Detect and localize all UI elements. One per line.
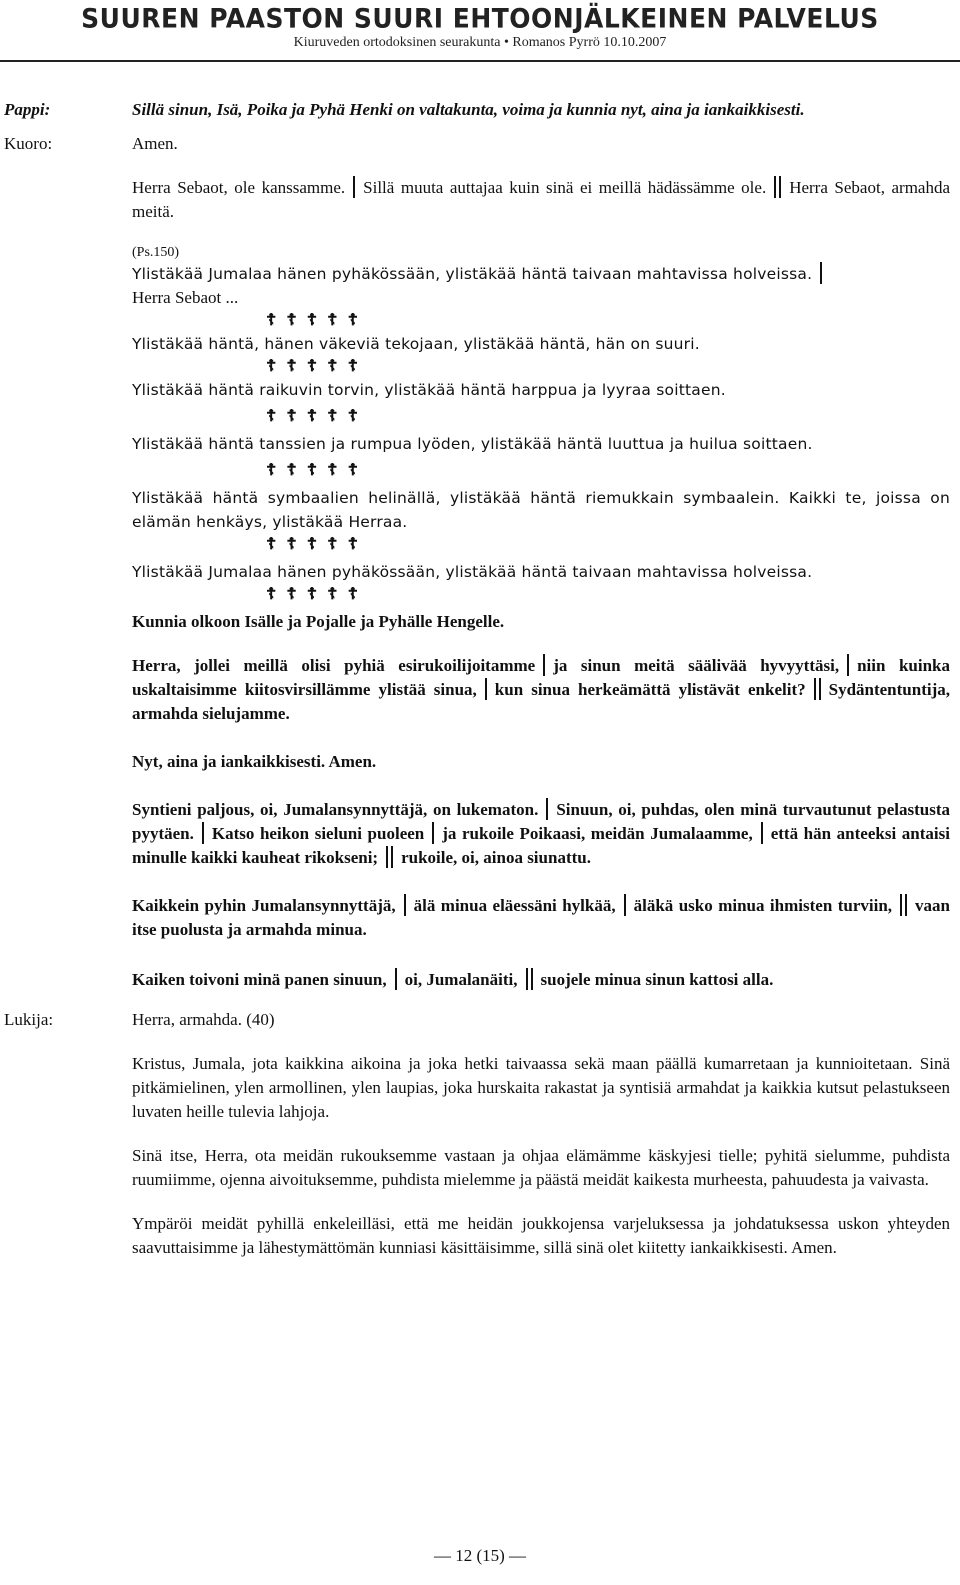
hymn-1-c: niin kuinka uskaltaisimme kiitosvirsillämme ylistää sinua, (132, 656, 950, 699)
verse-double-bar (774, 176, 781, 198)
hymn-2-a: Syntieni paljous, oi, Jumalansynnyttäjä, on lukematon. (132, 800, 539, 819)
verse-bar (820, 262, 822, 284)
pappi-section (0, 98, 960, 122)
verse-bar (202, 822, 204, 844)
psalm-verse-1-text: Ylistäkää Jumalaa hänen pyhäkössään, ylistäkää häntä taivaan mahtavissa holveissa. (132, 265, 813, 283)
verse-bar (546, 798, 548, 820)
lukija-text (132, 1008, 950, 1260)
hymn-3-b: älä minua eläessäni hylkää, (413, 896, 616, 915)
hymn-3-d: vaan itse puolusta ja armahda minua. (132, 896, 951, 939)
verse-bar (395, 968, 397, 990)
verse-bar (353, 176, 355, 198)
hymn-4-a: Kaiken toivoni minä panen sinuun, (132, 970, 387, 989)
cross-row: ☦☦☦☦☦ (266, 408, 368, 425)
hymn-2-b: Sinuun, oi, puhdas, olen minä turvautunut pelastusta pyytäen. (132, 800, 950, 843)
prayer-paragraph-1: Kristus, Jumala, jota kaikkina aikoina ja joka hetki taivaassa sekä maan päällä kumarretaan ja kunnioitetaan. Sinä pitkämielinen, ylen armollinen, ylen laupias, joka hurskaita rakastat ja syntisiä armahdat ja kaikkia kutsut pelastukseen luvaten heille tulevia lahjoja. (132, 1054, 950, 1121)
kuoro-sebaot (132, 176, 950, 224)
verse-double-bar (386, 846, 393, 868)
kuoro-section (0, 132, 960, 310)
hymn-2-c: Katso heikon sieluni puoleen (211, 824, 425, 843)
psalm-verse-2: Ylistäkää häntä, hänen väkeviä tekojaan, ylistäkää häntä, hän on suuri. (132, 335, 700, 353)
psalm-verse-4: Ylistäkää häntä tanssien ja rumpua lyöden, ylistäkää häntä luuttua ja huilua soittaen. (132, 435, 813, 453)
cross-row: ☦☦☦☦☦ (266, 586, 368, 603)
role-lukija: Lukija: (4, 1010, 54, 1029)
herra-armahda: Herra, armahda. (40) (132, 1010, 275, 1029)
psalm-reference: (Ps.150) (132, 245, 180, 260)
verse-double-bar (900, 894, 907, 916)
verse-bar (404, 894, 406, 916)
sebaot-line-1: Herra Sebaot, ole kanssamme. (132, 178, 346, 197)
kuoro-text (132, 132, 950, 310)
cross-row: ☦☦☦☦☦ (266, 536, 368, 553)
psalm-verse-3: Ylistäkää häntä raikuvin torvin, ylistäkää häntä harppua ja lyyraa soittaen. (132, 381, 726, 399)
pappi-text: Sillä sinun, Isä, Poika ja Pyhä Henki on valtakunta, voima ja kunnia nyt, aina ja iankaikkisesti. (132, 100, 805, 119)
hymn-3 (132, 894, 950, 942)
gloria: Kunnia olkoon Isälle ja Pojalle ja Pyhälle Hengelle. (132, 612, 505, 631)
hymn-2-d: ja rukoile Poikaasi, meidän Jumalaamme, (442, 824, 753, 843)
prayer-paragraph-2: Sinä itse, Herra, ota meidän rukouksemme vastaan ja ohjaa elämämme käskyjesi tielle; pyhitä sielumme, puhdista ruumiimme, ojenna aivoituksemme, puhdista mielemme ja päästä meidät kaikesta murheesta, pahuudesta ja vaivasta. (132, 1146, 950, 1189)
psalm-verse-5: Ylistäkää häntä symbaalien helinällä, ylistäkää häntä riemukkain symbaalein. Kaikki te, joissa on elämän henkäys, ylistäkää Herraa. (132, 489, 950, 531)
hymn-1-e: Sydäntentuntija, armahda sielujamme. (132, 680, 950, 723)
page-subtitle: Kiuruveden ortodoksinen seurakunta • Romanos Pyrrö 10.10.2007 (293, 35, 667, 50)
verse-bar (432, 822, 434, 844)
verse-double-bar (814, 678, 821, 700)
verse-bar (761, 822, 763, 844)
verse-bar (624, 894, 626, 916)
hymn-1 (132, 654, 950, 726)
cross-row: ☦☦☦☦☦ (266, 462, 368, 479)
prayer-paragraph-3: Ympäröi meidät pyhillä enkeleilläsi, että me heidän joukkojensa varjeluksessa ja johdatuksessa uskon yhteyden saavuttaisimme ja lähestymättömän kunniasi käsittäisimme, sillä sinä olet kiitetty iankaikkisesti. Amen. (132, 1214, 950, 1257)
kuoro-amen: Amen. (132, 134, 178, 153)
content (0, 98, 960, 1260)
header-divider (0, 60, 960, 62)
hymn-4-b: oi, Jumalanäiti, (404, 970, 518, 989)
verse-double-bar (526, 968, 533, 990)
hymn-1-a: Herra, jollei meillä olisi pyhiä esirukoilijoitamme (132, 656, 536, 675)
page-title: SUUREN PAASTON SUURI EHTOONJÄLKEINEN PALVELUS (81, 3, 879, 34)
hymn-2-f: rukoile, oi, ainoa siunattu. (401, 848, 591, 867)
verse-bar (543, 654, 545, 676)
hymn-3-c: äläkä usko minua ihmisten turviin, (633, 896, 893, 915)
role-kuoro: Kuoro: (4, 134, 53, 153)
hymn-3-a: Kaikkein pyhin Jumalansynnyttäjä, (132, 896, 396, 915)
lukija-section (0, 1008, 960, 1260)
cross-row: ☦☦☦☦☦ (266, 358, 368, 375)
sebaot-line-3: Herra Sebaot, armahda meitä. (132, 178, 951, 221)
hymn-2 (132, 798, 950, 870)
hymn-1-b: ja sinun meitä säälivää hyvyyttäsi, (553, 656, 840, 675)
hymn-1-d: kun sinua herkeämättä ylistävät enkelit? (494, 680, 806, 699)
sebaot-line-2: Sillä muuta auttajaa kuin sinä ei meillä hädässämme ole. (363, 178, 767, 197)
cross-row: ☦☦☦☦☦ (266, 312, 368, 329)
role-pappi: Pappi: (4, 100, 51, 119)
psalm-verse-1 (132, 262, 950, 286)
psalm-verse-6: Ylistäkää Jumalaa hänen pyhäkössään, ylistäkää häntä taivaan mahtavissa holveissa. (132, 563, 813, 581)
page-number: — 12 (15) — (433, 1546, 527, 1565)
verse-bar (485, 678, 487, 700)
now-and-ever: Nyt, aina ja iankaikkisesti. Amen. (132, 752, 377, 771)
verse-bar (847, 654, 849, 676)
header (0, 0, 960, 52)
psalm-refrain: Herra Sebaot ... (132, 288, 239, 307)
hymn-2-e: että hän anteeksi antaisi minulle kaikki kauheat rikokseni; (132, 824, 950, 867)
hymn-4 (132, 968, 950, 992)
hymn-4-c: suojele minua sinun kattosi alla. (540, 970, 774, 989)
